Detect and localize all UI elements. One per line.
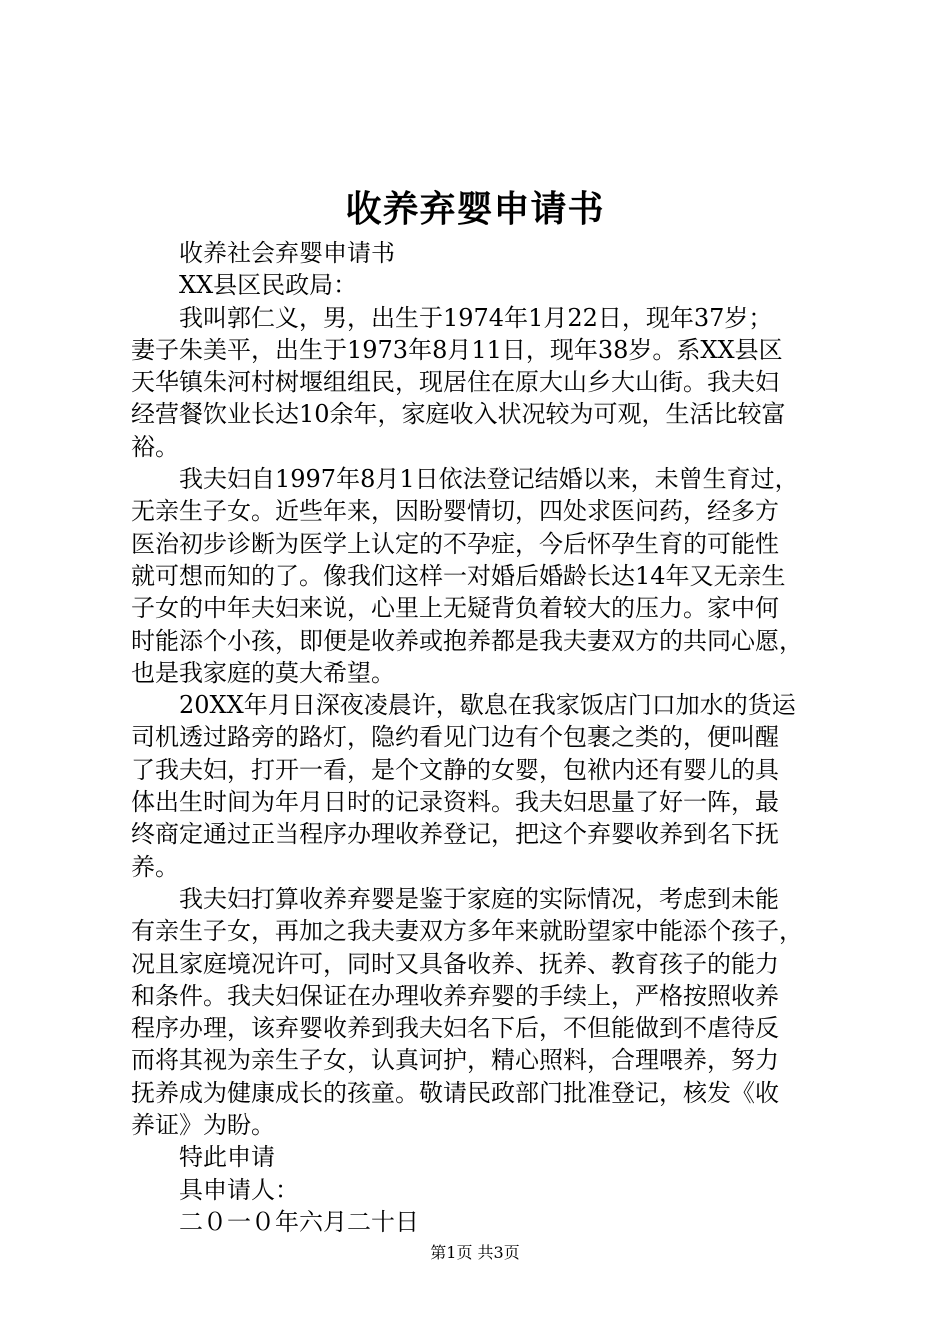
paragraph-line: 我夫妇自1997年8月1日依法登记结婚以来，未曾生育过， [179,465,799,494]
paragraph-line: 经营餐饮业长达10余年，家庭收入状况较为可观，生活比较富 [131,400,786,429]
paragraph-2 [131,463,831,689]
paragraph-line: 和条件。我夫妇保证在办理收养弃婴的手续上，严格按照收养 [131,981,779,1010]
paragraph-line: 养。 [131,852,179,881]
closing-line: 特此申请 [179,1143,275,1172]
paragraph-line: 有亲生子女，再加之我夫妻双方多年来就盼望家中能添个孩子， [131,917,803,946]
paragraph-line: 了我夫妇，打开一看，是个文静的女婴，包袱内还有婴儿的具 [131,755,779,784]
paragraph-line: 养证》为盼。 [131,1111,275,1140]
paragraph-line: 天华镇朱河村树堰组组民，现居住在原大山乡大山街。我夫妇 [131,368,779,397]
paragraph-line: 况且家庭境况许可，同时又具备收养、抚养、教育孩子的能力 [131,949,779,978]
paragraph-line: 体出生时间为年月日时的记录资料。我夫妇思量了好一阵，最 [131,788,779,817]
paragraph-line: 终商定通过正当程序办理收养登记，把这个弃婴收养到名下抚 [131,820,779,849]
paragraph-line: 妻子朱美平，出生于1973年8月11日，现年38岁。系XX县区 [131,335,783,364]
addressee-line: XX县区民政局： [179,271,358,300]
paragraph-line: 就可想而知的了。像我们这样一对婚后婚龄长达14年又无亲生 [131,561,786,590]
date-line: 二０一０年六月二十日 [179,1207,419,1236]
paragraph-1 [131,302,831,463]
paragraph-line: 医治初步诊断为医学上认定的不孕症，今后怀孕生育的可能性 [131,529,779,558]
subtitle-line: 收养社会弃婴申请书 [179,239,395,267]
paragraph-line: 而将其视为亲生子女，认真诃护，精心照料，合理喂养，努力 [131,1046,779,1075]
document-body [131,237,831,1238]
paragraph-3 [131,689,831,883]
paragraph-line: 抚养成为健康成长的孩童。敬请民政部门批准登记，核发《收 [131,1078,779,1107]
paragraph-line: 我夫妇打算收养弃婴是鉴于家庭的实际情况，考虑到未能 [179,884,779,913]
paragraph-4 [131,883,831,1141]
paragraph-line: 司机透过路旁的路灯，隐约看见门边有个包裹之类的，便叫醒 [131,723,779,752]
paragraph-line: 无亲生子女。近些年来，因盼婴情切，四处求医问药，经多方 [131,497,779,526]
page-footer: 第1页 共3页 [430,1243,520,1262]
paragraph-line: 我叫郭仁义，男，出生于1974年1月22日，现年37岁； [179,303,773,332]
paragraph-line: 裕。 [131,432,179,461]
paragraph-line: 也是我家庭的莫大希望。 [131,658,395,687]
paragraph-line: 子女的中年夫妇来说，心里上无疑背负着较大的压力。家中何 [131,594,779,623]
document-title: 收养弃婴申请书 [345,188,605,230]
applicant-line: 具申请人： [179,1175,299,1204]
paragraph-line: 时能添个小孩，即便是收养或抱养都是我夫妻双方的共同心愿， [131,626,803,655]
paragraph-line: 20XX年月日深夜凌晨许，歇息在我家饭店门口加水的货运 [179,691,796,720]
paragraph-line: 程序办理，该弃婴收养到我夫妇名下后，不但能做到不虐待反 [131,1014,779,1043]
